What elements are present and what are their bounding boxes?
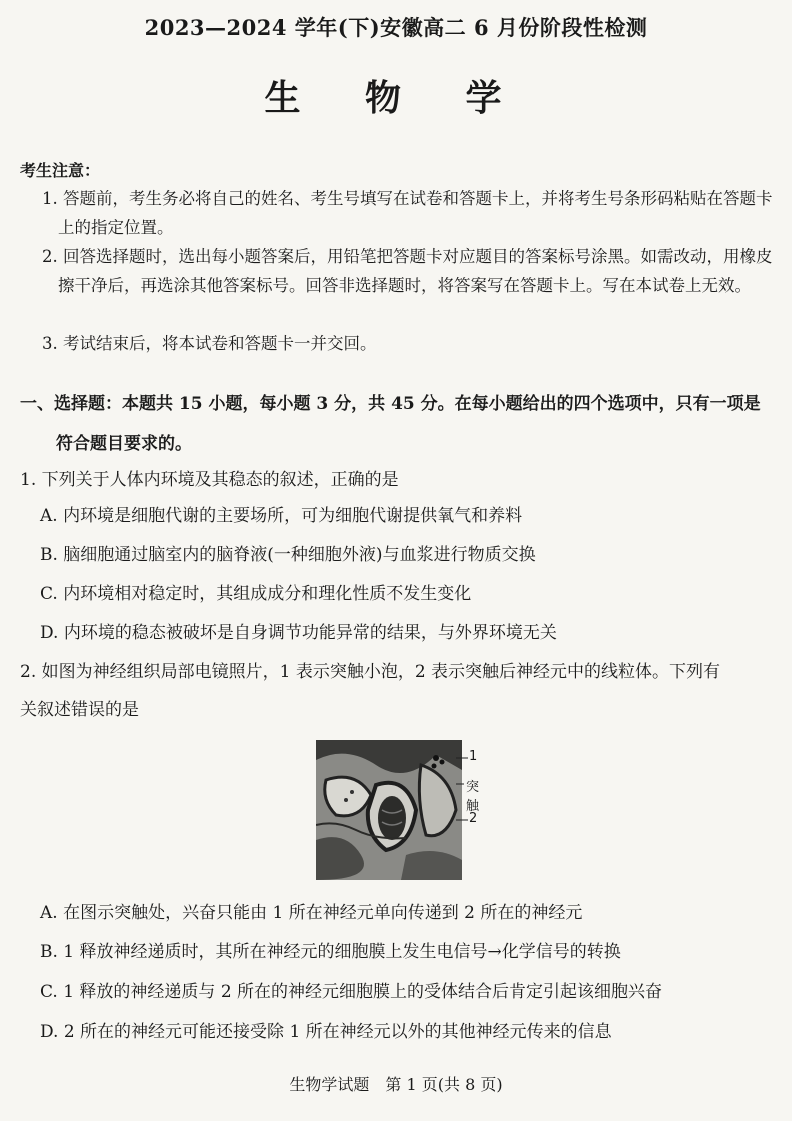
question-2-stem-line2: 关叙述错误的是: [20, 700, 139, 720]
notice-item-1: 1. 答题前，考生务必将自己的姓名、考生号填写在试卷和答题卡上，并将考生号条形码粘贴在答题卡上的指定位置。: [42, 189, 773, 237]
question-1-option-d: D. 内环境的稳态被破坏是自身调节功能异常的结果，与外界环境无关: [40, 623, 557, 643]
question-1-option-c: C. 内环境相对稳定时，其组成成分和理化性质不发生变化: [40, 584, 472, 604]
question-2-option-a: A. 在图示突触处，兴奋只能由 1 所在神经元单向传递到 2 所在的神经元: [40, 903, 583, 923]
question-2-option-b: B. 1 释放神经递质时，其所在神经元的细胞膜上发生电信号→化学信号的转换: [40, 942, 621, 962]
question-1-option-b: B. 脑细胞通过脑室内的脑脊液(一种细胞外液)与血浆进行物质交换: [40, 545, 536, 565]
figure-label-synapse: 突触: [466, 780, 480, 814]
figure-label-2: 2: [469, 811, 478, 826]
question-2-stem-line1: 2. 如图为神经组织局部电镜照片，1 表示突触小泡，2 表示突触后神经元中的线粒体。下列有: [20, 662, 721, 682]
notice-item-2: 2. 回答选择题时，选出每小题答案后，用铅笔把答题卡对应题目的答案标号涂黑。如需改动，用橡皮擦干净后，再选涂其他答案标号。回答非选择题时，将答案写在答题卡上。写在本试卷上无效。: [42, 247, 773, 295]
question-1-stem: 1. 下列关于人体内环境及其稳态的叙述，正确的是: [20, 470, 399, 490]
question-1-option-a: A. 内环境是细胞代谢的主要场所，可为细胞代谢提供氧气和养料: [40, 506, 523, 526]
question-2-option-c: C. 1 释放的神经递质与 2 所在的神经元细胞膜上的受体结合后肯定引起该细胞兴奋: [40, 982, 663, 1002]
notice-title: 考生注意：: [20, 161, 101, 180]
section-heading-line2: 符合题目要求的。: [56, 434, 192, 454]
micrograph-figure: [316, 740, 480, 880]
section-heading: [20, 384, 780, 464]
subject-title: 生 物 学: [264, 77, 528, 119]
question-2-option-d: D. 2 所在的神经元可能还接受除 1 所在神经元以外的其他神经元传来的信息: [40, 1022, 612, 1042]
exam-title: 2023—2024 学年(下)安徽高二 6 月份阶段性检测: [144, 15, 648, 40]
page-footer: 生物学试题 第 1 页(共 8 页): [289, 1075, 503, 1094]
micrograph-image: [316, 740, 462, 880]
figure-label-1: 1: [469, 749, 478, 764]
notice-item-3: 3. 考试结束后，将本试卷和答题卡一并交回。: [42, 334, 377, 353]
section-heading-line1: 一、选择题：本题共 15 小题，每小题 3 分，共 45 分。在每小题给出的四个选项中，只有一项是: [20, 394, 761, 414]
